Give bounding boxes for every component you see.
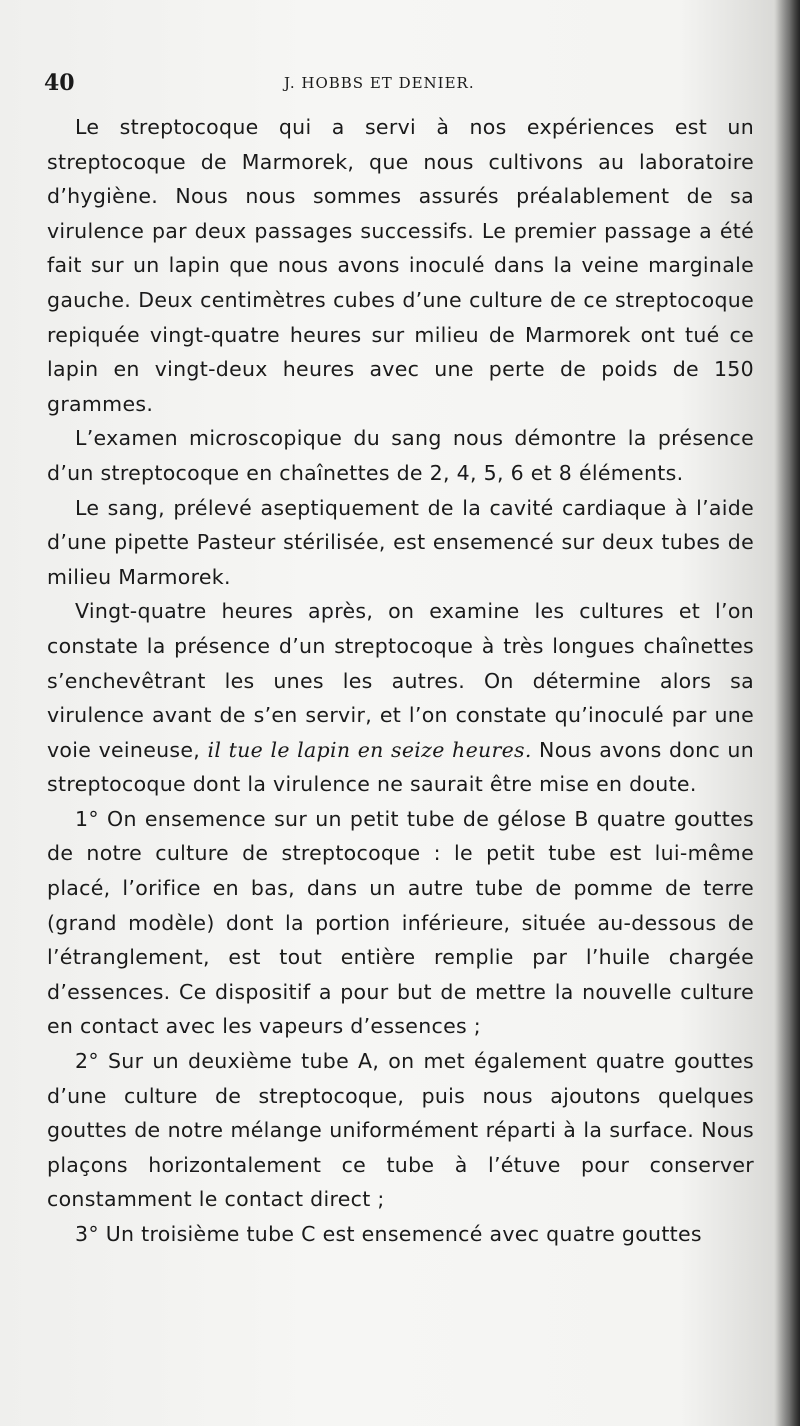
paragraph-step-3: 3° Un troisième tube C est ensemencé avec quatre gouttes xyxy=(75,1222,702,1246)
paragraph-streptococcus-origin: Le streptocoque qui a servi à nos expériences est un streptocoque de Marmorek, que nous cultivons au laboratoire d’hygiène. Nous nous sommes assurés préalablement de sa virulence par deux passages successifs. Le premier passage a été fait sur un lapin que nous avons inoculé dans la veine marginale gauche. Deux centimètres cubes d’une culture de ce streptocoque repiquée vingt-quatre heures sur milieu de Marmorek ont tué ce lapin en vingt-deux heures avec une perte de poids de 150 grammes. xyxy=(47,115,754,416)
page-number: 40 xyxy=(44,70,75,96)
page-gutter-shadow xyxy=(774,0,800,1426)
paragraph-microscopy: L’examen microscopique du sang nous démontre la présence d’un streptocoque en chaînettes de 2, 4, 5, 6 et 8 éléments. xyxy=(47,426,754,485)
body-text xyxy=(47,110,754,1252)
virulence-italic-text: il tue le lapin en seize heures. xyxy=(207,737,532,762)
paragraph-step-1: 1° On ensemence sur un petit tube de gélose B quatre gouttes de notre culture de streptocoque : le petit tube est lui-même placé, l’orifice en bas, dans un autre tube de pomme de terre (grand modèle) dont la portion inférieure, située au-dessous de l’étranglement, est tout entière remplie par l’huile chargée d’essences. Ce dispositif a pour but de mettre la nouvelle culture en contact avec les vapeurs d’essences ; xyxy=(47,806,754,1039)
paragraph-step-2: 2° Sur un deuxième tube A, on met également quatre gouttes d’une culture de streptocoque, puis nous ajoutons quelques gouttes de notre mélange uniformément réparti à la surface. Nous plaçons horizontalement ce tube à l’étuve pour conserver constamment le contact direct ; xyxy=(47,1049,754,1212)
virulence-text-after: Nous avons donc un streptocoque dont la virulence ne saurait être mise en doute. xyxy=(47,737,754,797)
virulence-text-before: Vingt-quatre heures après, on examine les cultures et l’on constate la présence d’un streptocoque à très longues chaînettes s’enchevêtrant les unes les autres. On détermine alors sa virulence avant de s’en servir, et l’on constate qu’inoculé par une voie veineuse, xyxy=(47,599,754,762)
paragraph-blood-sampling: Le sang, prélevé aseptiquement de la cavité cardiaque à l’aide d’une pipette Pasteur stérilisée, est ensemencé sur deux tubes de milieu Marmorek. xyxy=(47,495,754,589)
paragraph-virulence xyxy=(47,594,754,802)
running-head xyxy=(44,70,744,100)
running-title: J. HOBBS ET DENIER. xyxy=(284,74,475,92)
